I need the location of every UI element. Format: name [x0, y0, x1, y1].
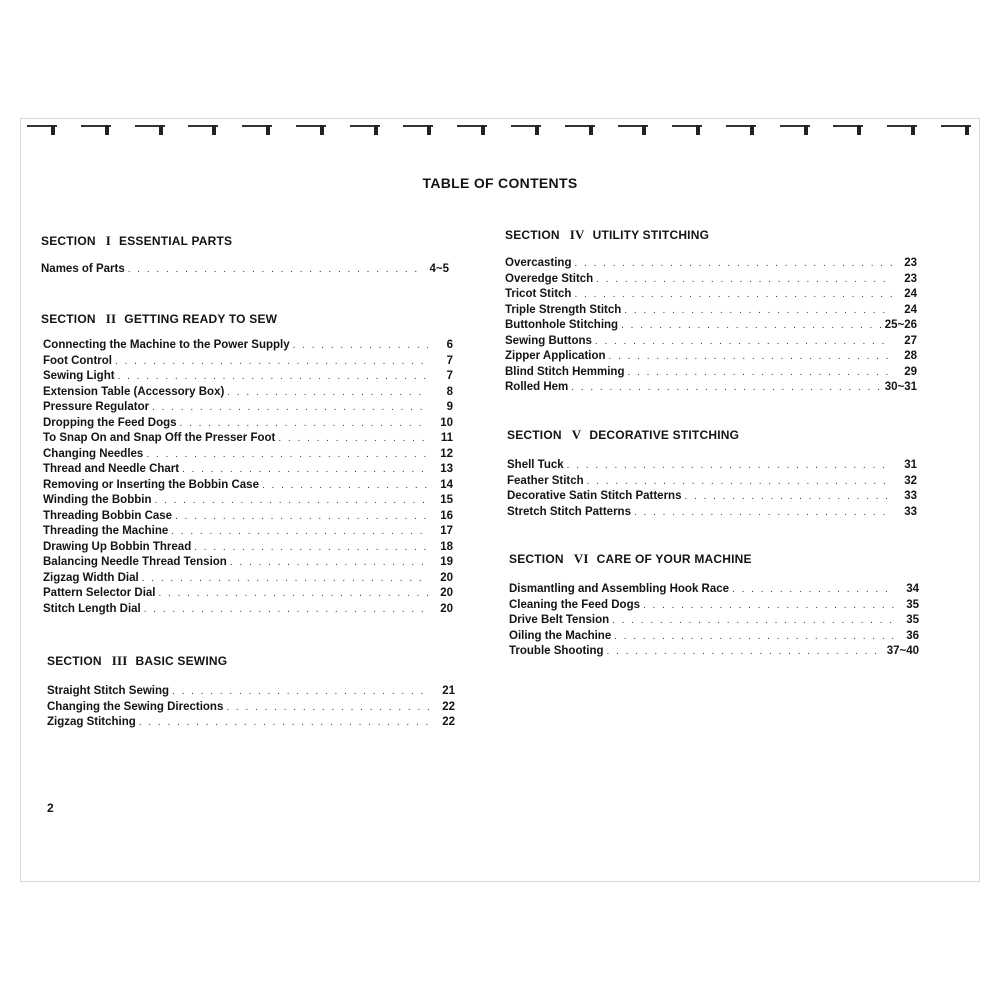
toc-entry[interactable] [43, 494, 453, 510]
binding-ring-icon [618, 123, 652, 137]
toc-entry-page: 8 [446, 385, 453, 398]
toc-entry-title: Sewing Buttons [505, 334, 592, 347]
toc-entry[interactable] [43, 417, 453, 433]
toc-entry-page: 33 [904, 505, 917, 518]
binding-ring-icon [242, 123, 276, 137]
toc-entry-page: 4~5 [429, 263, 449, 275]
toc-entry[interactable] [505, 335, 917, 351]
toc-entry-title: Drawing Up Bobbin Thread [43, 540, 192, 553]
toc-entry-page: 13 [440, 463, 453, 475]
toc-entry-page: 18 [440, 540, 453, 553]
binding-ring-icon [941, 123, 975, 137]
spiral-binding [21, 123, 981, 141]
section-heading-6 [509, 551, 752, 567]
toc-entry[interactable] [505, 381, 917, 397]
toc-entry-title: Thread and Needle Chart [43, 463, 180, 475]
toc-entry-title: Feather Stitch [507, 474, 584, 487]
page-number: 2 [47, 801, 54, 815]
toc-entry-page: 22 [442, 700, 455, 713]
toc-entry-page: 29 [904, 365, 917, 378]
binding-ring-icon [887, 123, 921, 137]
toc-entry-page: 22 [442, 716, 455, 728]
binding-ring-icon [511, 123, 545, 137]
toc-entry[interactable] [509, 630, 919, 646]
toc-entry[interactable] [43, 370, 453, 386]
toc-entry-title: Names of Parts [41, 263, 125, 275]
toc-entry-title: Threading Bobbin Case [43, 509, 173, 522]
toc-entry[interactable] [47, 685, 455, 701]
toc-entry-title: Cleaning the Feed Dogs [509, 598, 640, 611]
toc-entry-title: Dropping the Feed Dogs [43, 416, 177, 429]
toc-list-section-1 [41, 263, 449, 279]
toc-entry-page: 10 [440, 416, 453, 429]
toc-entry-title: Winding the Bobbin [43, 494, 152, 506]
binding-ring-icon [726, 123, 760, 137]
binding-ring-icon [27, 123, 61, 137]
toc-entry-title: Stretch Stitch Patterns [507, 505, 631, 518]
toc-entry-title: Triple Strength Stitch [505, 303, 622, 316]
toc-entry[interactable] [43, 386, 453, 402]
toc-entry-title: Blind Stitch Hemming [505, 365, 625, 378]
toc-entry[interactable] [43, 448, 453, 464]
toc-entry-page: 32 [904, 474, 917, 487]
toc-entry[interactable] [507, 490, 917, 506]
toc-entry-page: 24 [904, 288, 917, 300]
binding-ring-icon [565, 123, 599, 137]
toc-entry-page: 31 [904, 459, 917, 471]
toc-list-section-5 [507, 459, 917, 521]
toc-entry-title: Decorative Satin Stitch Patterns [507, 490, 682, 502]
section-heading-3 [47, 653, 227, 669]
toc-entry[interactable] [47, 701, 455, 717]
toc-entry-page: 25~26 [884, 319, 917, 331]
toc-entry[interactable] [41, 263, 449, 279]
toc-entry-page: 11 [440, 432, 453, 444]
toc-entry[interactable] [505, 304, 917, 320]
toc-entry[interactable] [43, 603, 453, 619]
toc-entry-page: 30~31 [884, 381, 917, 393]
toc-entry-title: Buttonhole Stitching [505, 319, 619, 331]
section-label: SECTION [41, 312, 96, 326]
binding-ring-icon [457, 123, 491, 137]
toc-entry[interactable] [505, 350, 917, 366]
toc-entry[interactable] [507, 506, 917, 522]
toc-entry-title: Oiling the Machine [509, 629, 612, 642]
toc-entry-page: 14 [440, 478, 453, 491]
toc-entry[interactable] [43, 572, 453, 588]
toc-entry-page: 23 [904, 272, 917, 285]
toc-entry[interactable] [43, 510, 453, 526]
toc-entry-page: 36 [906, 629, 919, 642]
toc-entry-title: Extension Table (Accessory Box) [43, 385, 225, 398]
binding-ring-icon [350, 123, 384, 137]
binding-ring-icon [296, 123, 330, 137]
toc-entry-page: 20 [440, 602, 453, 615]
toc-entry[interactable] [43, 401, 453, 417]
section-numeral: I [105, 233, 112, 248]
toc-entry-title: Balancing Needle Thread Tension [43, 556, 227, 568]
section-title: BASIC SEWING [135, 654, 228, 668]
toc-list-section-6 [509, 583, 919, 661]
section-heading-1 [41, 233, 232, 249]
page-title: TABLE OF CONTENTS [422, 175, 578, 191]
toc-entry-page: 7 [446, 370, 453, 382]
toc-entry-title: Pressure Regulator [43, 401, 150, 413]
toc-entry-page: 7 [446, 354, 453, 367]
section-title: DECORATIVE STITCHING [589, 428, 740, 442]
toc-list-section-4 [505, 257, 917, 397]
toc-entry[interactable] [43, 556, 453, 572]
toc-entry-page: 27 [904, 334, 917, 347]
toc-entry-page: 20 [440, 587, 453, 599]
toc-entry-page: 28 [904, 350, 917, 362]
toc-entry-title: Threading the Machine [43, 525, 169, 537]
toc-entry-title: Pattern Selector Dial [43, 587, 156, 599]
toc-entry-title: Trouble Shooting [509, 645, 604, 657]
toc-entry[interactable] [505, 366, 917, 382]
toc-entry-title: Removing or Inserting the Bobbin Case [43, 478, 259, 491]
binding-ring-icon [672, 123, 706, 137]
toc-entry[interactable] [505, 273, 917, 289]
toc-entry-page: 23 [904, 257, 917, 269]
toc-entry-page: 35 [906, 598, 919, 611]
toc-entry[interactable] [43, 587, 453, 603]
section-heading-2 [41, 311, 277, 327]
toc-entry[interactable] [47, 716, 455, 732]
toc-entry-page: 19 [440, 556, 453, 568]
section-title: GETTING READY TO SEW [124, 312, 278, 326]
toc-entry-page: 17 [440, 525, 453, 537]
section-title: ESSENTIAL PARTS [119, 234, 233, 248]
section-heading-5 [507, 427, 739, 443]
toc-entry-title: Overcasting [505, 257, 572, 269]
section-numeral: V [571, 427, 582, 442]
toc-entry[interactable] [507, 459, 917, 475]
section-numeral: VI [573, 551, 589, 566]
toc-entry-page: 9 [446, 401, 453, 413]
toc-entry-title: Overedge Stitch [505, 272, 594, 285]
toc-entry[interactable] [43, 463, 453, 479]
toc-entry-page: 20 [440, 571, 453, 584]
section-label: SECTION [509, 552, 564, 566]
toc-entry[interactable] [509, 583, 919, 599]
toc-list-section-2 [43, 339, 453, 618]
section-label: SECTION [505, 228, 560, 242]
toc-entry-title: Foot Control [43, 354, 112, 367]
toc-entry-page: 16 [440, 509, 453, 522]
toc-entry-page: 24 [904, 303, 917, 316]
toc-entry[interactable] [509, 599, 919, 615]
toc-entry[interactable] [43, 339, 453, 355]
toc-entry-page: 6 [446, 339, 453, 351]
toc-entry-page: 12 [440, 447, 453, 460]
toc-entry-title: Straight Stitch Sewing [47, 685, 170, 697]
toc-entry-page: 35 [906, 614, 919, 626]
toc-entry-title: To Snap On and Snap Off the Presser Foot [43, 432, 276, 444]
section-label: SECTION [47, 654, 102, 668]
toc-entry-title: Zipper Application [505, 350, 606, 362]
binding-ring-icon [188, 123, 222, 137]
toc-entry-title: Drive Belt Tension [509, 614, 610, 626]
toc-entry-title: Sewing Light [43, 370, 115, 382]
toc-entry-page: 21 [442, 685, 455, 697]
section-numeral: III [111, 653, 128, 668]
section-label: SECTION [507, 428, 562, 442]
section-title: UTILITY STITCHING [592, 228, 710, 242]
section-numeral: II [105, 311, 117, 326]
toc-entry[interactable] [507, 475, 917, 491]
binding-ring-icon [833, 123, 867, 137]
section-heading-4 [505, 227, 709, 243]
toc-entry-title: Dismantling and Assembling Hook Race [509, 583, 730, 595]
toc-entry-page: 15 [440, 494, 453, 506]
toc-entry[interactable] [43, 541, 453, 557]
toc-entry[interactable] [43, 432, 453, 448]
section-title: CARE OF YOUR MACHINE [596, 552, 752, 566]
manual-page [20, 118, 980, 882]
toc-entry[interactable] [505, 288, 917, 304]
toc-entry[interactable] [509, 645, 919, 661]
toc-entry-page: 33 [904, 490, 917, 502]
binding-ring-icon [81, 123, 115, 137]
toc-entry-title: Changing Needles [43, 447, 144, 460]
binding-ring-icon [403, 123, 437, 137]
toc-entry[interactable] [505, 257, 917, 273]
section-label: SECTION [41, 234, 96, 248]
binding-ring-icon [135, 123, 169, 137]
toc-entry[interactable] [509, 614, 919, 630]
toc-entry-title: Tricot Stitch [505, 288, 572, 300]
toc-entry[interactable] [505, 319, 917, 335]
toc-entry[interactable] [43, 525, 453, 541]
toc-entry-title: Rolled Hem [505, 381, 569, 393]
toc-entry[interactable] [43, 355, 453, 371]
toc-entry-title: Zigzag Width Dial [43, 571, 139, 584]
toc-entry-title: Shell Tuck [507, 459, 564, 471]
toc-entry-title: Zigzag Stitching [47, 716, 136, 728]
toc-entry-page: 34 [906, 583, 919, 595]
toc-entry-title: Connecting the Machine to the Power Supply [43, 339, 290, 351]
toc-list-section-3 [47, 685, 455, 732]
toc-entry[interactable] [43, 479, 453, 495]
toc-entry-title: Stitch Length Dial [43, 602, 141, 615]
binding-ring-icon [780, 123, 814, 137]
toc-entry-page: 37~40 [886, 645, 919, 657]
toc-entry-title: Changing the Sewing Directions [47, 700, 224, 713]
section-numeral: IV [569, 227, 585, 242]
